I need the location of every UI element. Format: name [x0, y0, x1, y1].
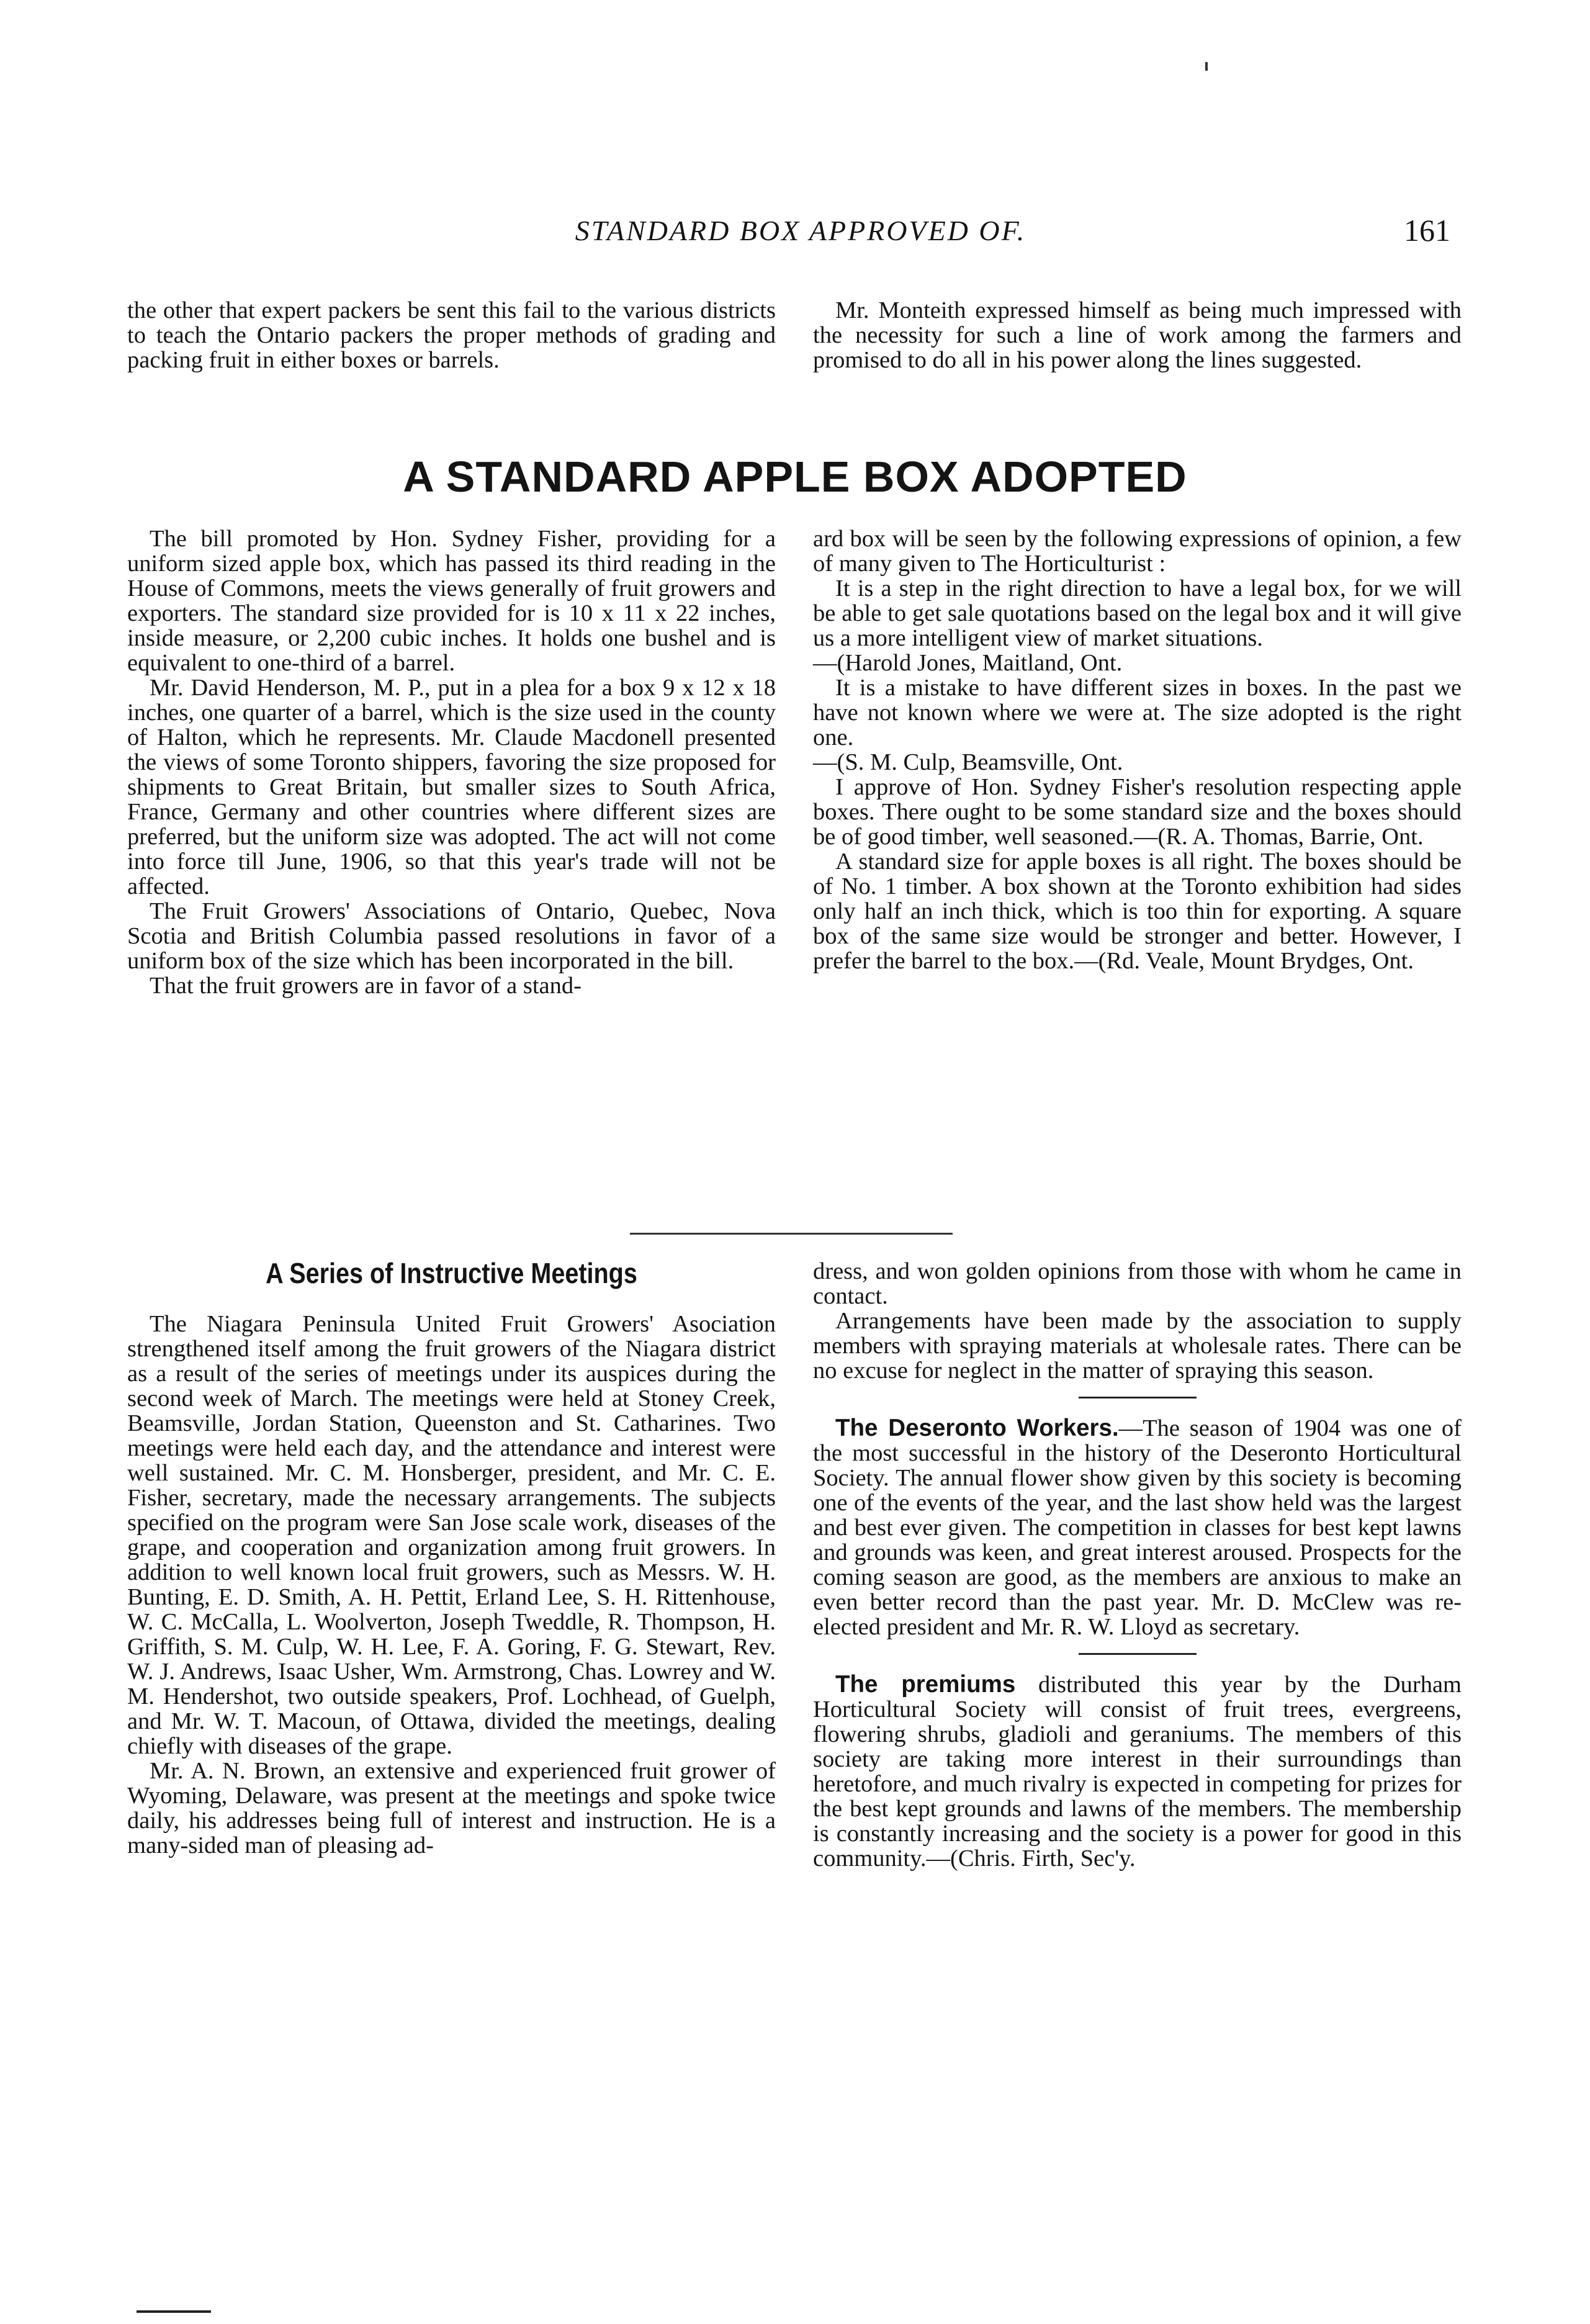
paragraph: dress, and won golden opinions from those with whom he came in contact.	[813, 1258, 1462, 1309]
paragraph-text: distributed this year by the Durham Horticultural Society will consist of fruit trees, evergreens, flowering shrubs, gladioli and geraniums. The members of this society are taking more interest in their surroundings than heretofore, and much rivalry is expected in competing for prizes for the best kept grounds and lawns of the members. The membership is constantly increasing and the society is a power for good in this community.—(Chris. Firth, Sec'y.	[813, 1672, 1462, 1871]
meetings-right-column	[813, 1259, 1462, 1871]
deseronto-paragraph	[813, 1416, 1462, 1639]
divider	[1079, 1653, 1197, 1655]
page-number: 161	[1404, 213, 1450, 248]
paragraph: I approve of Hon. Sydney Fisher's resolution respecting apple boxes. There ought to be some standard size and the boxes should be of good timber, well seasoned.—(R. A. Thomas, Barrie, Ont.	[813, 774, 1462, 850]
paragraph: Mr. David Henderson, M. P., put in a plea for a box 9 x 12 x 18 inches, one quarter of a barrel, which is the size used in the county of Halton, which he represents. Mr. Claude Macdonell presented the views of some Toronto shippers, favoring the size proposed for shipments to Great Britain, but smaller sizes to South Africa, France, Germany and other countries where different sizes are preferred, but the uniform size was adopted. The act will not come into force till June, 1906, so that this year's trade will not be affected.	[127, 675, 776, 899]
durham-paragraph	[813, 1672, 1462, 1871]
paragraph: It is a mistake to have different sizes in boxes. In the past we have not known where we were at. The size adopted is the right one.	[813, 675, 1462, 750]
paragraph: Arrangements have been made by the association to supply members with spraying materials at wholesale rates. There can be no excuse for neglect in the matter of spraying this season.	[813, 1308, 1462, 1384]
continuation-left-column	[127, 298, 776, 372]
footer-rule	[137, 2310, 211, 2313]
signature: —(Harold Jones, Maitland, Ont.	[813, 650, 1123, 676]
paragraph: The Niagara Peninsula United Fruit Growers' Asociation strengthened itself among the fruit growers of the Niagara district as a result of the series of meetings under its auspices during the second week of March. The meetings were held at Stoney Creek, Beamsville, Jordan Station, Queenston and St. Catharines. Two meetings were held each day, and the attendance and interest were well sustained. Mr. C. M. Honsberger, president, and Mr. C. E. Fisher, secretary, made the necessary arrangements. The subjects specified on the program were San Jose scale work, diseases of the grape, and cooperation and organization among fruit growers. In addition to well known local fruit growers, such as Messrs. W. H. Bunting, E. D. Smith, A. H. Pettit, Erland Lee, S. H. Rittenhouse, W. C. McCalla, L. Woolverton, Joseph Tweddle, R. Thompson, H. Griffith, S. M. Culp, W. H. Lee, F. A. Goring, F. G. Stewart, Rev. W. J. Andrews, Isaac Usher, Wm. Armstrong, Chas. Lowrey and W. M. Hendershot, two outside speakers, Prof. Lochhead, of Guelph, and Mr. W. T. Macoun, of Ottawa, divided the meetings, dealing chiefly with diseases of the grape.	[127, 1311, 776, 1759]
print-mark	[1205, 62, 1208, 71]
continuation-right-column	[813, 298, 1462, 372]
divider	[1079, 1397, 1197, 1398]
section-divider	[630, 1233, 953, 1235]
paragraph: the other that expert packers be sent this fail to the various districts to teach the Ontario packers the proper methods of grading and packing fruit in either boxes or barrels.	[127, 297, 776, 373]
section-heading: A Series of Instructive Meetings	[266, 1257, 637, 1289]
paragraph: That the fruit growers are in favor of a stand-	[150, 973, 582, 999]
paragraph: Mr. Monteith expressed himself as being much impressed with the necessity for such a line of work among the farmers and promised to do all in his power along the lines suggested.	[813, 297, 1462, 373]
lead-in: The premiums	[835, 1671, 1016, 1698]
paragraph: It is a step in the right direction to have a legal box, for we will be able to get sale quotations based on the legal box and it will give us a more intelligent view of market situations.	[813, 575, 1462, 651]
paragraph: The Fruit Growers' Associations of Ontario, Quebec, Nova Scotia and British Columbia passed resolutions in favor of a uniform box of the size which has been incorporated in the bill.	[127, 898, 776, 974]
signature: —(S. M. Culp, Beamsville, Ont.	[813, 749, 1123, 775]
article-left-column	[127, 526, 776, 998]
lead-in: The Deseronto Workers.	[835, 1415, 1119, 1441]
article-headline: A STANDARD APPLE BOX ADOPTED	[403, 453, 1187, 501]
paragraph-text: —The season of 1904 was one of the most successful in the history of the Deseronto Horticultural Society. The annual flower show given by this society is becoming one of the events of the year, and the last show held was the largest and best ever given. The competition in classes for best kept lawns and grounds was keen, and great interest aroused. Prospects for the coming season are good, as the members are anxious to make an even better record than the past year. Mr. D. McClew was re-elected president and Mr. R. W. Lloyd as secretary.	[813, 1415, 1462, 1640]
meetings-left-column	[127, 1257, 776, 1858]
paragraph: ard box will be seen by the following expressions of opinion, a few of many given to The Horticulturist :	[813, 526, 1462, 577]
paragraph: The bill promoted by Hon. Sydney Fisher, providing for a uniform sized apple box, which has passed its third reading in the House of Commons, meets the views generally of fruit growers and exporters. The standard size provided for is 10 x 11 x 22 inches, inside measure, or 2,200 cubic inches. It holds one bushel and is equivalent to one-third of a barrel.	[127, 526, 776, 676]
paragraph: A standard size for apple boxes is all right. The boxes should be of No. 1 timber. A box shown at the Toronto exhibition had sides only half an inch thick, which is too thin for exporting. A square box of the same size would be stronger and better. However, I prefer the barrel to the box.—(Rd. Veale, Mount Brydges, Ont.	[813, 849, 1462, 974]
running-head: STANDARD BOX APPROVED OF.	[575, 215, 1026, 246]
paragraph: Mr. A. N. Brown, an extensive and experienced fruit grower of Wyoming, Delaware, was present at the meetings and spoke twice daily, his addresses being full of interest and instruction. He is a many-sided man of pleasing ad-	[127, 1758, 776, 1858]
article-right-column	[813, 526, 1462, 973]
